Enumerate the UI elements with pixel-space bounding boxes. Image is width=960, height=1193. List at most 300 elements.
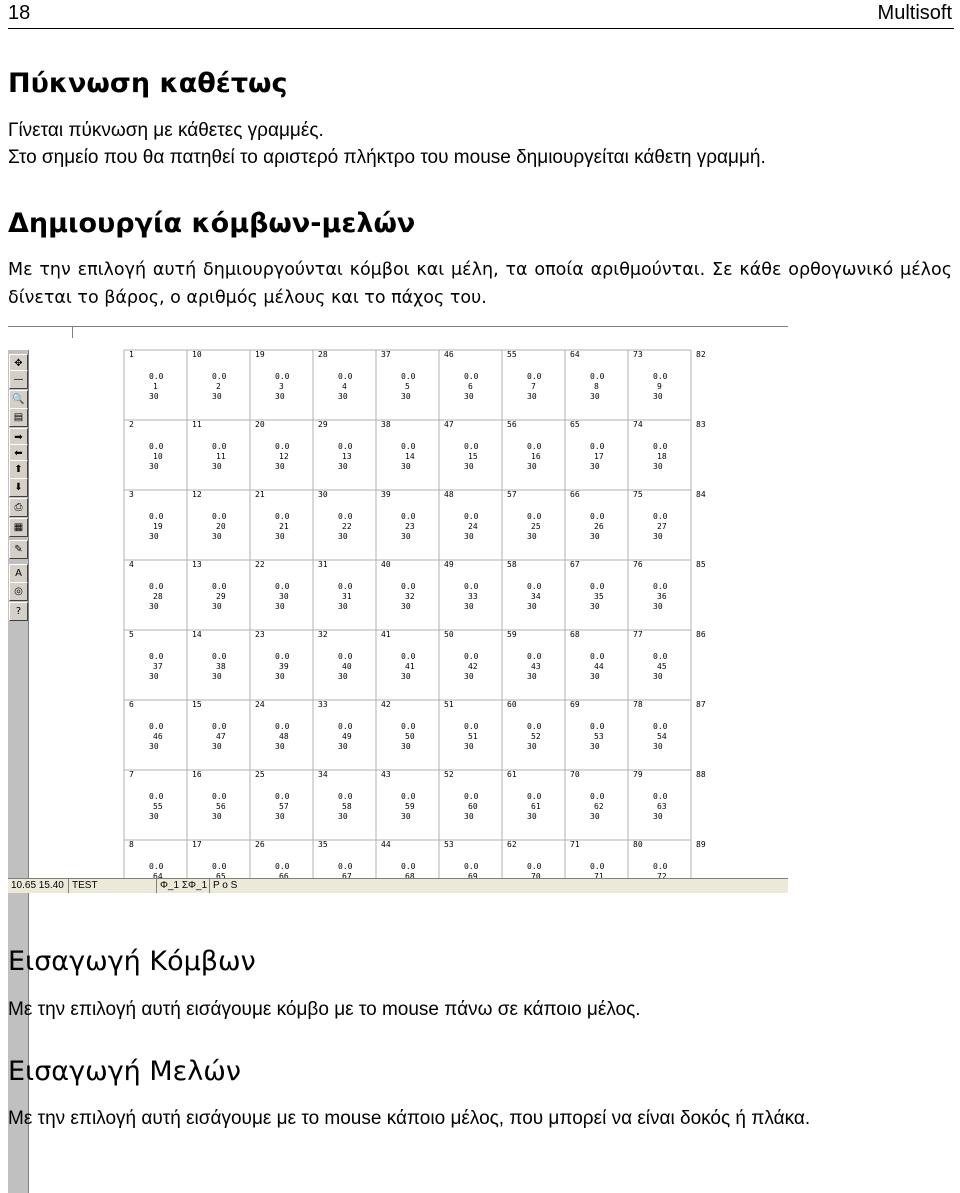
member-weight: 0.0 bbox=[590, 582, 605, 591]
member-weight: 0.0 bbox=[401, 792, 416, 801]
member-thickness: 30 bbox=[527, 532, 537, 541]
member-number: 64 bbox=[153, 872, 163, 878]
member-thickness: 30 bbox=[149, 672, 159, 681]
node-number: 51 bbox=[444, 700, 454, 709]
member-weight: 0.0 bbox=[653, 512, 668, 521]
member-thickness: 30 bbox=[464, 672, 474, 681]
member-thickness: 30 bbox=[527, 392, 537, 401]
member-number: 42 bbox=[468, 662, 478, 671]
insert-members-text: Με την επιλογή αυτή εισάγουμε με το mouse κάποιο μέλος, που μπορεί να είναι δοκός ή πλάκα. bbox=[8, 1108, 811, 1129]
member-weight: 0.0 bbox=[527, 582, 542, 591]
node-number: 75 bbox=[633, 490, 643, 499]
node-number: 68 bbox=[570, 630, 580, 639]
status-coordinates: 10.65 15.40 bbox=[11, 880, 64, 891]
node-number: 8 bbox=[129, 840, 134, 849]
member-number: 53 bbox=[594, 732, 604, 741]
member-number: 19 bbox=[153, 522, 163, 531]
member-number: 44 bbox=[594, 662, 604, 671]
member-thickness: 30 bbox=[338, 672, 348, 681]
member-thickness: 30 bbox=[527, 742, 537, 751]
node-number: 1 bbox=[129, 350, 134, 359]
member-weight: 0.0 bbox=[149, 582, 164, 591]
node-number: 49 bbox=[444, 560, 454, 569]
member-number: 27 bbox=[657, 522, 667, 531]
node-number: 31 bbox=[318, 560, 328, 569]
node-number: 73 bbox=[633, 350, 643, 359]
node-number: 16 bbox=[192, 770, 202, 779]
member-weight: 0.0 bbox=[275, 582, 290, 591]
member-thickness: 30 bbox=[464, 392, 474, 401]
node-number: 60 bbox=[507, 700, 517, 709]
member-weight: 0.0 bbox=[464, 582, 479, 591]
member-thickness: 30 bbox=[590, 812, 600, 821]
member-weight: 0.0 bbox=[590, 512, 605, 521]
member-number: 12 bbox=[279, 452, 289, 461]
member-number: 54 bbox=[657, 732, 667, 741]
page-number: 18 bbox=[8, 2, 31, 24]
member-number: 65 bbox=[216, 872, 226, 878]
member-thickness: 30 bbox=[149, 742, 159, 751]
member-number: 5 bbox=[405, 382, 410, 391]
node-number: 55 bbox=[507, 350, 517, 359]
node-number: 20 bbox=[255, 420, 265, 429]
member-weight: 0.0 bbox=[275, 652, 290, 661]
arrow-up-icon[interactable]: ⬆ bbox=[9, 460, 28, 479]
node-number: 74 bbox=[633, 420, 643, 429]
node-number: 23 bbox=[255, 630, 265, 639]
member-thickness: 30 bbox=[401, 532, 411, 541]
member-number: 43 bbox=[531, 662, 541, 671]
node-number: 4 bbox=[129, 560, 134, 569]
node-number: 5 bbox=[129, 630, 134, 639]
move-icon[interactable]: ✥ bbox=[9, 354, 28, 373]
node-number: 77 bbox=[633, 630, 643, 639]
node-number: 14 bbox=[192, 630, 202, 639]
node-number: 29 bbox=[318, 420, 328, 429]
member-number: 14 bbox=[405, 452, 415, 461]
node-number: 61 bbox=[507, 770, 517, 779]
member-weight: 0.0 bbox=[275, 722, 290, 731]
member-thickness: 30 bbox=[653, 672, 663, 681]
node-number: 11 bbox=[192, 420, 202, 429]
member-number: 72 bbox=[657, 872, 667, 878]
node-number: 17 bbox=[192, 840, 202, 849]
node-number: 78 bbox=[633, 700, 643, 709]
member-thickness: 30 bbox=[338, 392, 348, 401]
member-number: 24 bbox=[468, 522, 478, 531]
member-number: 9 bbox=[657, 382, 662, 391]
member-weight: 0.0 bbox=[338, 512, 353, 521]
member-weight: 0.0 bbox=[464, 372, 479, 381]
node-number: 66 bbox=[570, 490, 580, 499]
node-number: 48 bbox=[444, 490, 454, 499]
section-title-vertical: Πύκνωση καθέτως bbox=[8, 68, 288, 99]
member-number: 15 bbox=[468, 452, 478, 461]
member-number: 68 bbox=[405, 872, 415, 878]
member-weight: 0.0 bbox=[464, 862, 479, 871]
node-number: 6 bbox=[129, 700, 134, 709]
member-weight: 0.0 bbox=[653, 722, 668, 731]
node-number: 88 bbox=[696, 770, 706, 779]
member-number: 10 bbox=[153, 452, 163, 461]
member-thickness: 30 bbox=[338, 462, 348, 471]
member-weight: 0.0 bbox=[527, 722, 542, 731]
member-weight: 0.0 bbox=[401, 652, 416, 661]
member-weight: 0.0 bbox=[401, 372, 416, 381]
member-thickness: 30 bbox=[212, 812, 222, 821]
member-thickness: 30 bbox=[338, 742, 348, 751]
member-number: 41 bbox=[405, 662, 415, 671]
member-weight: 0.0 bbox=[653, 582, 668, 591]
node-number: 86 bbox=[696, 630, 706, 639]
node-number: 80 bbox=[633, 840, 643, 849]
member-weight: 0.0 bbox=[338, 372, 353, 381]
member-number: 8 bbox=[594, 382, 599, 391]
member-number: 1 bbox=[153, 382, 158, 391]
node-number: 82 bbox=[696, 350, 706, 359]
member-number: 40 bbox=[342, 662, 352, 671]
node-number: 35 bbox=[318, 840, 328, 849]
zoom-icon[interactable]: 🔍 bbox=[9, 390, 28, 409]
member-weight: 0.0 bbox=[401, 862, 416, 871]
member-weight: 0.0 bbox=[527, 862, 542, 871]
member-weight: 0.0 bbox=[149, 722, 164, 731]
member-number: 22 bbox=[342, 522, 352, 531]
node-number: 37 bbox=[381, 350, 391, 359]
member-thickness: 30 bbox=[275, 742, 285, 751]
member-number: 3 bbox=[279, 382, 284, 391]
node-number: 13 bbox=[192, 560, 202, 569]
member-weight: 0.0 bbox=[212, 862, 227, 871]
member-weight: 0.0 bbox=[149, 442, 164, 451]
member-thickness: 30 bbox=[212, 462, 222, 471]
member-number: 31 bbox=[342, 592, 352, 601]
member-number: 35 bbox=[594, 592, 604, 601]
member-weight: 0.0 bbox=[653, 792, 668, 801]
member-thickness: 30 bbox=[275, 532, 285, 541]
member-number: 71 bbox=[594, 872, 604, 878]
member-weight: 0.0 bbox=[527, 652, 542, 661]
member-weight: 0.0 bbox=[149, 652, 164, 661]
member-weight: 0.0 bbox=[464, 652, 479, 661]
member-thickness: 30 bbox=[212, 392, 222, 401]
member-thickness: 30 bbox=[275, 462, 285, 471]
node-number: 32 bbox=[318, 630, 328, 639]
member-weight: 0.0 bbox=[338, 792, 353, 801]
text-icon[interactable]: A bbox=[9, 564, 28, 583]
member-weight: 0.0 bbox=[653, 372, 668, 381]
node-number: 38 bbox=[381, 420, 391, 429]
print-icon[interactable]: ⎙ bbox=[9, 498, 28, 517]
status-bar bbox=[8, 878, 788, 893]
member-thickness: 30 bbox=[590, 532, 600, 541]
member-thickness: 30 bbox=[464, 602, 474, 611]
node-number: 26 bbox=[255, 840, 265, 849]
member-weight: 0.0 bbox=[464, 792, 479, 801]
member-weight: 0.0 bbox=[401, 722, 416, 731]
member-number: 62 bbox=[594, 802, 604, 811]
member-number: 63 bbox=[657, 802, 667, 811]
member-weight: 0.0 bbox=[590, 862, 605, 871]
node-number: 67 bbox=[570, 560, 580, 569]
member-thickness: 30 bbox=[149, 392, 159, 401]
member-weight: 0.0 bbox=[212, 372, 227, 381]
member-number: 20 bbox=[216, 522, 226, 531]
member-thickness: 30 bbox=[149, 602, 159, 611]
member-number: 37 bbox=[153, 662, 163, 671]
member-number: 18 bbox=[657, 452, 667, 461]
node-number: 64 bbox=[570, 350, 580, 359]
member-weight: 0.0 bbox=[590, 652, 605, 661]
member-thickness: 30 bbox=[527, 812, 537, 821]
node-number: 50 bbox=[444, 630, 454, 639]
member-thickness: 30 bbox=[212, 742, 222, 751]
calculator-icon[interactable]: ▦ bbox=[9, 518, 28, 537]
node-number: 46 bbox=[444, 350, 454, 359]
node-number: 56 bbox=[507, 420, 517, 429]
node-member-grid bbox=[8, 326, 788, 878]
node-number: 30 bbox=[318, 490, 328, 499]
member-weight: 0.0 bbox=[275, 862, 290, 871]
member-thickness: 30 bbox=[653, 742, 663, 751]
create-text: Με την επιλογή αυτή δημιουργούνται κόμβοι και μέλη, τα οποία αριθμούνται. Σε κάθε ορθογωνικό μέλος δίνεται το βάρος, ο αριθμός μέλους και το πάχος του. bbox=[8, 260, 952, 308]
member-thickness: 30 bbox=[653, 392, 663, 401]
node-number: 41 bbox=[381, 630, 391, 639]
node-number: 22 bbox=[255, 560, 265, 569]
member-weight: 0.0 bbox=[338, 582, 353, 591]
member-number: 26 bbox=[594, 522, 604, 531]
member-weight: 0.0 bbox=[527, 372, 542, 381]
member-number: 32 bbox=[405, 592, 415, 601]
member-weight: 0.0 bbox=[149, 372, 164, 381]
member-number: 66 bbox=[279, 872, 289, 878]
member-number: 50 bbox=[405, 732, 415, 741]
node-number: 34 bbox=[318, 770, 328, 779]
member-thickness: 30 bbox=[338, 532, 348, 541]
node-number: 58 bbox=[507, 560, 517, 569]
member-thickness: 30 bbox=[275, 812, 285, 821]
member-thickness: 30 bbox=[590, 392, 600, 401]
member-thickness: 30 bbox=[464, 532, 474, 541]
node-number: 39 bbox=[381, 490, 391, 499]
member-thickness: 30 bbox=[401, 812, 411, 821]
member-weight: 0.0 bbox=[212, 792, 227, 801]
node-number: 2 bbox=[129, 420, 134, 429]
member-weight: 0.0 bbox=[464, 512, 479, 521]
member-number: 58 bbox=[342, 802, 352, 811]
member-thickness: 30 bbox=[590, 742, 600, 751]
node-number: 69 bbox=[570, 700, 580, 709]
member-thickness: 30 bbox=[149, 462, 159, 471]
member-number: 51 bbox=[468, 732, 478, 741]
node-number: 53 bbox=[444, 840, 454, 849]
node-number: 21 bbox=[255, 490, 265, 499]
node-number: 43 bbox=[381, 770, 391, 779]
member-thickness: 30 bbox=[401, 602, 411, 611]
section-title-insert-members: Εισαγωγή Μελών bbox=[8, 1056, 241, 1087]
member-weight: 0.0 bbox=[590, 792, 605, 801]
member-weight: 0.0 bbox=[464, 722, 479, 731]
member-number: 17 bbox=[594, 452, 604, 461]
member-number: 67 bbox=[342, 872, 352, 878]
member-number: 61 bbox=[531, 802, 541, 811]
line-icon[interactable]: — bbox=[9, 370, 28, 389]
member-weight: 0.0 bbox=[212, 722, 227, 731]
member-number: 46 bbox=[153, 732, 163, 741]
member-thickness: 30 bbox=[653, 602, 663, 611]
node-number: 65 bbox=[570, 420, 580, 429]
member-number: 47 bbox=[216, 732, 226, 741]
member-number: 7 bbox=[531, 382, 536, 391]
member-number: 16 bbox=[531, 452, 541, 461]
status-project: TEST bbox=[68, 879, 157, 893]
member-weight: 0.0 bbox=[275, 372, 290, 381]
member-weight: 0.0 bbox=[275, 792, 290, 801]
node-number: 47 bbox=[444, 420, 454, 429]
arrow-down-icon[interactable]: ⬇ bbox=[9, 478, 28, 497]
member-number: 25 bbox=[531, 522, 541, 531]
member-number: 59 bbox=[405, 802, 415, 811]
member-weight: 0.0 bbox=[527, 442, 542, 451]
arrow-right-icon[interactable]: ➡ bbox=[9, 428, 28, 447]
member-number: 6 bbox=[468, 382, 473, 391]
table-icon[interactable]: ▤ bbox=[9, 408, 28, 427]
member-thickness: 30 bbox=[527, 602, 537, 611]
node-number: 28 bbox=[318, 350, 328, 359]
status-layer: Φ_1 ΣΦ_1 bbox=[156, 879, 210, 893]
member-number: 13 bbox=[342, 452, 352, 461]
member-weight: 0.0 bbox=[338, 442, 353, 451]
member-weight: 0.0 bbox=[653, 652, 668, 661]
member-thickness: 30 bbox=[464, 742, 474, 751]
member-weight: 0.0 bbox=[401, 512, 416, 521]
member-weight: 0.0 bbox=[653, 862, 668, 871]
member-thickness: 30 bbox=[401, 742, 411, 751]
member-thickness: 30 bbox=[653, 812, 663, 821]
help-icon[interactable]: ? bbox=[9, 602, 28, 621]
member-weight: 0.0 bbox=[149, 792, 164, 801]
member-weight: 0.0 bbox=[338, 862, 353, 871]
node-number: 3 bbox=[129, 490, 134, 499]
member-weight: 0.0 bbox=[653, 442, 668, 451]
member-thickness: 30 bbox=[212, 602, 222, 611]
member-number: 55 bbox=[153, 802, 163, 811]
member-number: 4 bbox=[342, 382, 347, 391]
edit-icon[interactable]: ✎ bbox=[9, 540, 28, 559]
member-thickness: 30 bbox=[275, 672, 285, 681]
section-title-create: Δημιουργία κόμβων-μελών bbox=[8, 208, 416, 239]
member-number: 38 bbox=[216, 662, 226, 671]
member-weight: 0.0 bbox=[275, 442, 290, 451]
member-weight: 0.0 bbox=[590, 372, 605, 381]
member-number: 49 bbox=[342, 732, 352, 741]
member-thickness: 30 bbox=[590, 602, 600, 611]
node-number: 57 bbox=[507, 490, 517, 499]
member-weight: 0.0 bbox=[212, 652, 227, 661]
insert-nodes-text: Με την επιλογή αυτή εισάγουμε κόμβο με το mouse πάνω σε κάποιο μέλος. bbox=[8, 999, 641, 1020]
node-number: 71 bbox=[570, 840, 580, 849]
member-thickness: 30 bbox=[401, 392, 411, 401]
arrow-left-icon[interactable]: ⬅ bbox=[9, 444, 28, 463]
node-number: 59 bbox=[507, 630, 517, 639]
member-number: 45 bbox=[657, 662, 667, 671]
member-weight: 0.0 bbox=[590, 722, 605, 731]
member-number: 23 bbox=[405, 522, 415, 531]
node-number: 79 bbox=[633, 770, 643, 779]
member-number: 11 bbox=[216, 452, 226, 461]
member-weight: 0.0 bbox=[338, 722, 353, 731]
node-number: 7 bbox=[129, 770, 134, 779]
node-number: 44 bbox=[381, 840, 391, 849]
target-icon[interactable]: ◎ bbox=[9, 582, 28, 601]
member-weight: 0.0 bbox=[338, 652, 353, 661]
node-number: 12 bbox=[192, 490, 202, 499]
node-number: 70 bbox=[570, 770, 580, 779]
member-thickness: 30 bbox=[653, 462, 663, 471]
brand-name: Multisoft bbox=[877, 2, 952, 24]
node-number: 52 bbox=[444, 770, 454, 779]
node-number: 33 bbox=[318, 700, 328, 709]
member-thickness: 30 bbox=[590, 672, 600, 681]
member-number: 34 bbox=[531, 592, 541, 601]
member-number: 52 bbox=[531, 732, 541, 741]
member-thickness: 30 bbox=[212, 532, 222, 541]
member-thickness: 30 bbox=[149, 812, 159, 821]
node-number: 62 bbox=[507, 840, 517, 849]
member-thickness: 30 bbox=[464, 812, 474, 821]
member-weight: 0.0 bbox=[401, 442, 416, 451]
node-number: 89 bbox=[696, 840, 706, 849]
member-thickness: 30 bbox=[149, 532, 159, 541]
member-weight: 0.0 bbox=[527, 792, 542, 801]
member-weight: 0.0 bbox=[212, 442, 227, 451]
member-weight: 0.0 bbox=[527, 512, 542, 521]
member-number: 33 bbox=[468, 592, 478, 601]
node-number: 87 bbox=[696, 700, 706, 709]
node-number: 85 bbox=[696, 560, 706, 569]
member-thickness: 30 bbox=[527, 462, 537, 471]
member-number: 39 bbox=[279, 662, 289, 671]
vertical-line-1: Γίνεται πύκνωση με κάθετες γραμμές. bbox=[8, 120, 324, 141]
member-number: 28 bbox=[153, 592, 163, 601]
member-number: 21 bbox=[279, 522, 289, 531]
member-thickness: 30 bbox=[401, 672, 411, 681]
member-number: 29 bbox=[216, 592, 226, 601]
node-number: 83 bbox=[696, 420, 706, 429]
member-number: 69 bbox=[468, 872, 478, 878]
member-thickness: 30 bbox=[527, 672, 537, 681]
member-thickness: 30 bbox=[464, 462, 474, 471]
member-thickness: 30 bbox=[212, 672, 222, 681]
section-title-insert-nodes: Εισαγωγή Κόμβων bbox=[8, 946, 256, 977]
member-weight: 0.0 bbox=[590, 442, 605, 451]
member-number: 36 bbox=[657, 592, 667, 601]
member-thickness: 30 bbox=[275, 392, 285, 401]
member-number: 48 bbox=[279, 732, 289, 741]
node-number: 10 bbox=[192, 350, 202, 359]
page-header bbox=[8, 0, 954, 29]
node-number: 40 bbox=[381, 560, 391, 569]
status-mode: P o S bbox=[209, 879, 253, 893]
member-weight: 0.0 bbox=[212, 582, 227, 591]
member-number: 2 bbox=[216, 382, 221, 391]
member-number: 70 bbox=[531, 872, 541, 878]
member-thickness: 30 bbox=[338, 602, 348, 611]
node-number: 42 bbox=[381, 700, 391, 709]
node-number: 25 bbox=[255, 770, 265, 779]
member-thickness: 30 bbox=[590, 462, 600, 471]
node-number: 76 bbox=[633, 560, 643, 569]
